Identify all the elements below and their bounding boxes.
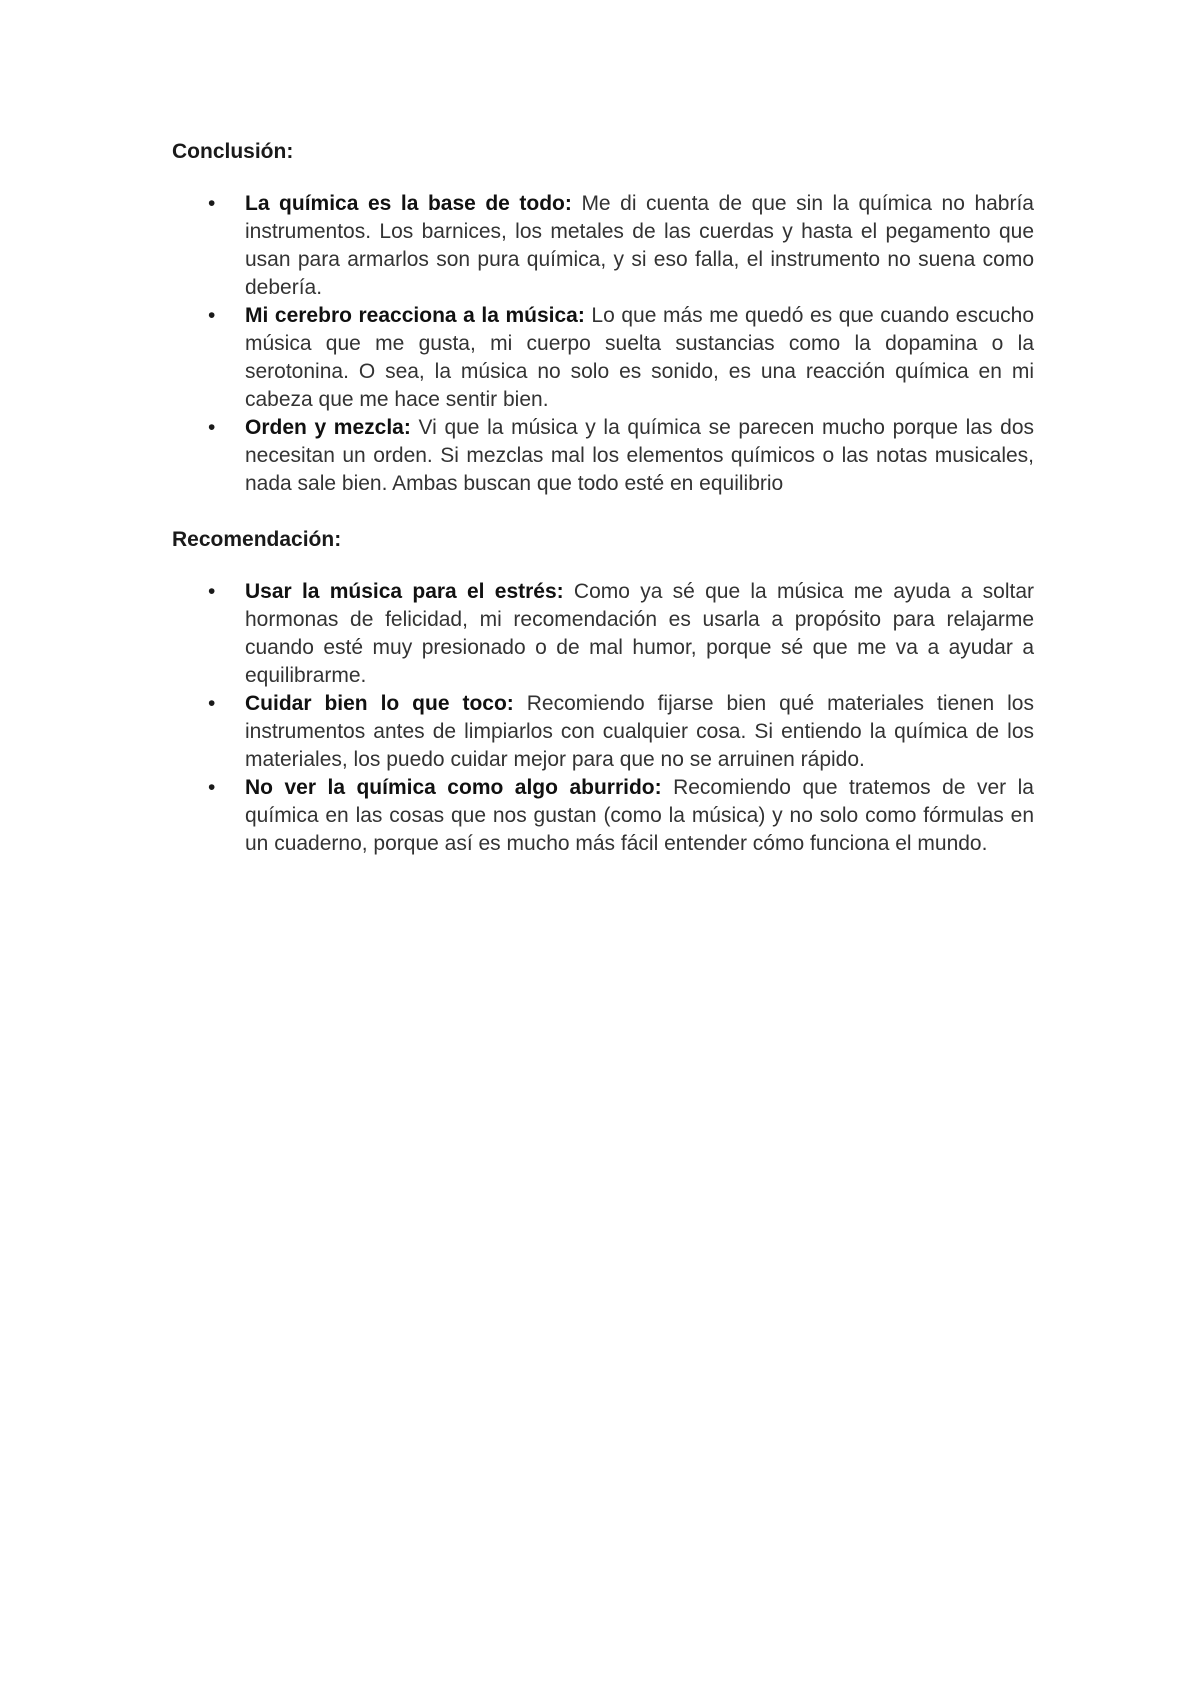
conclusion-list — [172, 190, 1034, 498]
item-text: Recomiendo fijarse bien qué materiales tienen los instrumentos antes de limpiarlos con cualquier cosa. Si entiendo la química de los materiales, los puedo cuidar mejor para que no se arruinen rápido. — [245, 692, 1034, 771]
conclusion-heading: Conclusión: — [172, 140, 294, 163]
recommendation-list — [172, 578, 1034, 858]
bullet-icon: • — [208, 692, 216, 715]
bullet-icon: • — [208, 580, 216, 603]
item-text: Como ya sé que la música me ayuda a soltar hormonas de felicidad, mi recomendación es usarla a propósito para relajarme cuando esté muy presionado o de mal humor, porque sé que me va a ayudar a equilibrarme. — [245, 580, 1034, 687]
item-lead: No ver la química como algo aburrido: — [245, 776, 662, 799]
item-lead: Cuidar bien lo que toco: — [245, 692, 514, 715]
item-lead: Mi cerebro reacciona a la música: — [245, 304, 585, 327]
item-lead: Usar la música para el estrés: — [245, 580, 564, 603]
item-text: Vi que la música y la química se parecen mucho porque las dos necesitan un orden. Si mezclas mal los elementos químicos o las notas musicales, nada sale bien. Ambas buscan que todo esté en equilibrio — [245, 416, 1035, 495]
document-page — [172, 138, 1034, 858]
item-text: Recomiendo que tratemos de ver la química en las cosas que nos gustan (como la música) y no solo como fórmulas en un cuaderno, porque así es mucho más fácil entender cómo funciona el mundo. — [245, 776, 1034, 855]
conclusion-item — [172, 302, 1034, 414]
bullet-icon: • — [208, 192, 216, 215]
conclusion-item — [172, 190, 1034, 302]
bullet-icon: • — [208, 304, 216, 327]
recommendation-heading: Recomendación: — [172, 528, 342, 551]
conclusion-item — [172, 414, 1034, 498]
item-lead: Orden y mezcla: — [245, 416, 411, 439]
recommendation-item — [172, 774, 1034, 858]
recommendation-item — [172, 578, 1034, 690]
item-text: Lo que más me quedó es que cuando escucho música que me gusta, mi cuerpo suelta sustancias como la dopamina o la serotonina. O sea, la música no solo es sonido, es una reacción química en mi cabeza que me hace sentir bien. — [245, 304, 1034, 411]
bullet-icon: • — [208, 776, 216, 799]
recommendation-item — [172, 690, 1034, 774]
bullet-icon: • — [208, 416, 216, 439]
item-text: Me di cuenta de que sin la química no habría instrumentos. Los barnices, los metales de las cuerdas y hasta el pegamento que usan para armarlos son pura química, y si eso falla, el instrumento no suena como debería. — [245, 192, 1034, 299]
item-lead: La química es la base de todo: — [245, 192, 572, 215]
